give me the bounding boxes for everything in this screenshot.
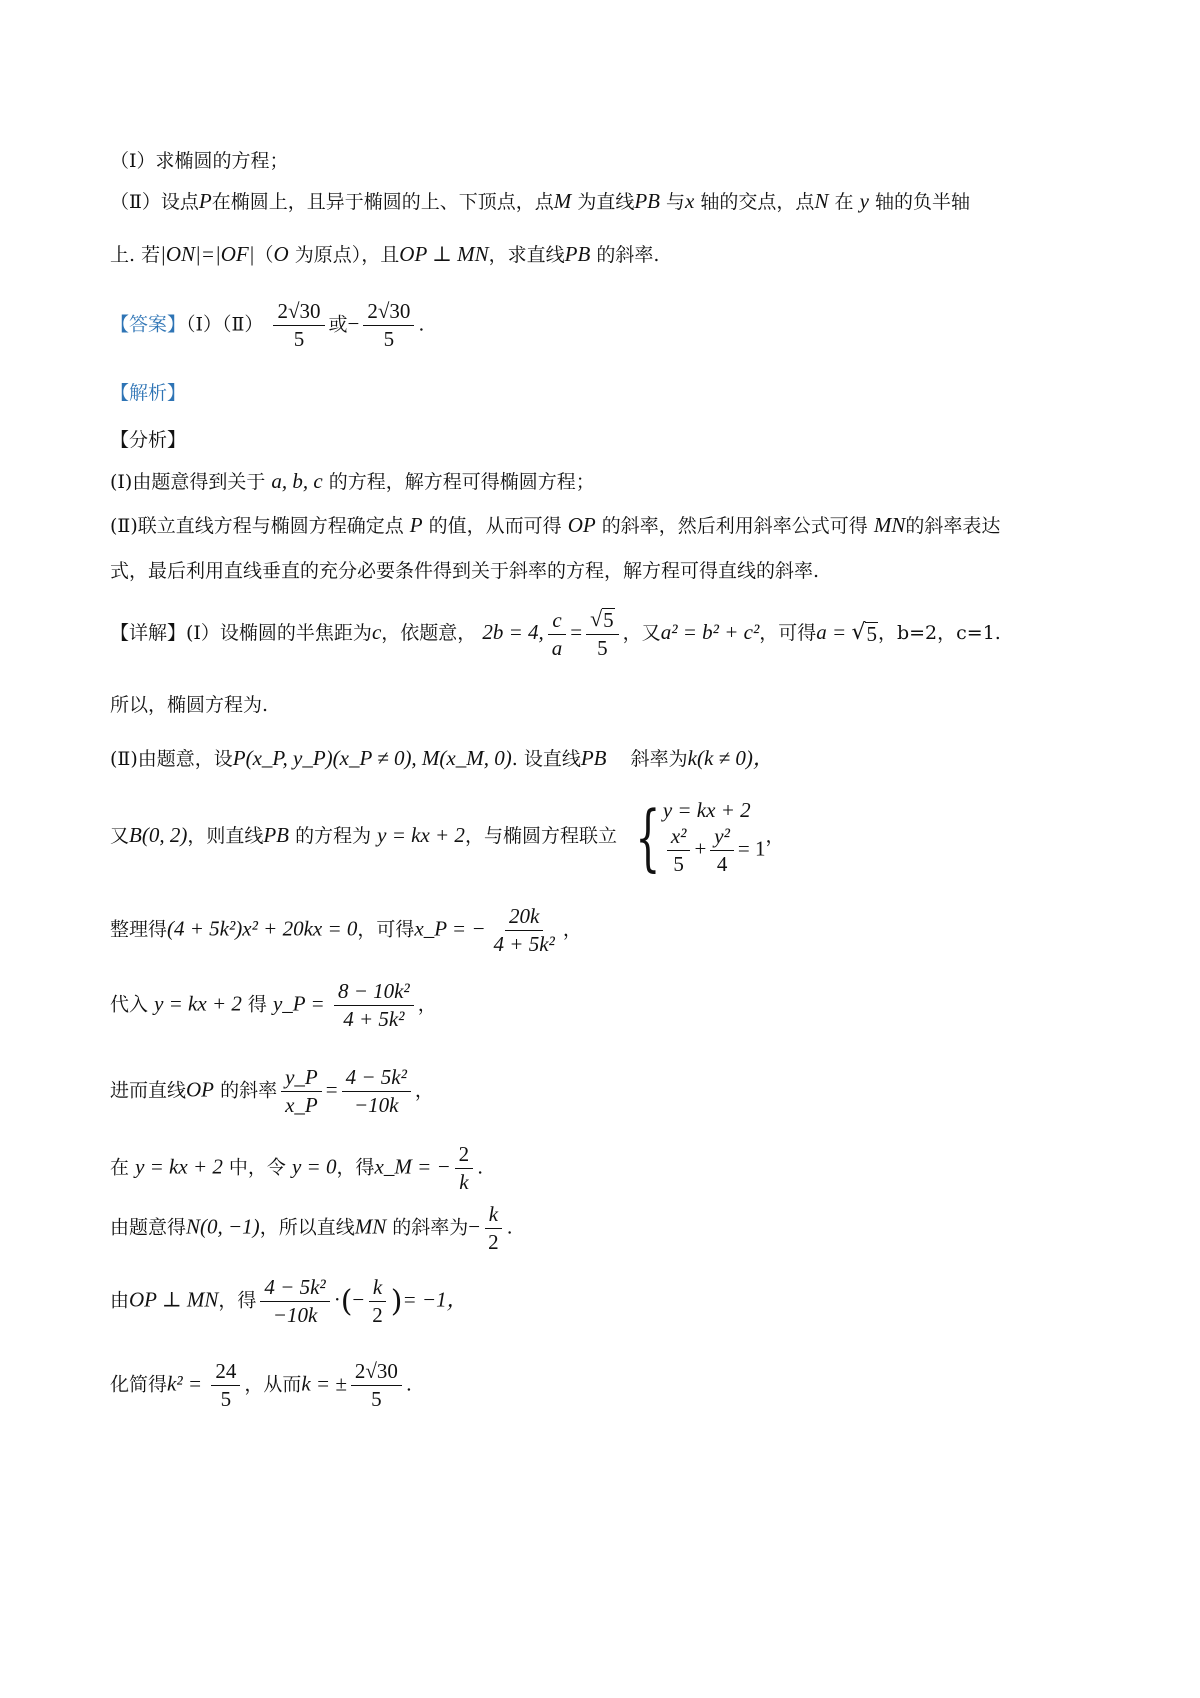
answer-fraction-positive: $\frac{2√30}{5}$ xyxy=(273,300,324,351)
question-part-1: （Ⅰ）求椭圆的方程； xyxy=(110,150,289,172)
analysis-line-2: (Ⅱ)联立直线方程与椭圆方程确定点 P 的值，从而可得 OP 的斜率，然后利用斜率公式可得 MN的斜率表达 xyxy=(110,513,1001,537)
detail-line-10: 由OP ⊥ MN，得 $\frac{\text{4 − 5k²}}{-10k}$ ·(− $\frac{k}{2}$ )= −1， xyxy=(110,1275,468,1328)
jiexi-label: 【解析】 xyxy=(110,382,187,404)
detail-line-4: 又B(0, 2)，则直线PB 的方程为 y = kx + 2，与椭圆方程联立 { y = kx + 2 $\frac{\text{x²}}{5}$ + $\frac{\text{y²}}{4}$ = 1 ， xyxy=(110,795,785,880)
answer-label: 【答案】 xyxy=(110,313,187,336)
answer-fraction-negative: $\frac{2√30}{5}$ xyxy=(363,300,414,351)
analysis-line-3: 式，最后利用直线垂直的充分必要条件得到关于斜率的方程，解方程可得直线的斜率. xyxy=(110,560,820,582)
analysis-line-1: (Ⅰ)由题意得到关于 a, b, c 的方程，解方程可得椭圆方程； xyxy=(110,469,595,493)
answer-line: 【答案】（Ⅰ）（Ⅱ） $\frac{2√30}{5}$ 或− $\frac{2√30}{5}$ . xyxy=(110,299,425,352)
question-part-2-line-1: （Ⅱ）设点P在椭圆上，且异于椭圆的上、下顶点，点M 为直线PB 与x 轴的交点，点N 在 y 轴的负半轴 xyxy=(110,189,970,213)
equation-system: { y = kx + 2 $\frac{\text{x²}}{5}$ + $\frac{\text{y²}}{4}$ = 1 xyxy=(635,795,766,880)
detail-line-9: 由题意得N(0, −1)，所以直线MN 的斜率为− $\frac{k}{2}$ . xyxy=(110,1202,513,1255)
detail-line-6: 代入 y = kx + 2 得 y_P = $\frac{\text{8 − 10k²}}{\text{4 + 5k²}}$ ， xyxy=(110,979,437,1032)
detail-line-3: (Ⅱ)由题意，设P(x_P, y_P)(x_P ≠ 0), M(x_M, 0). 设直线PB 斜率为k(k ≠ 0)， xyxy=(110,746,774,770)
detail-line-2: 所以，椭圆方程为. xyxy=(110,694,269,716)
detail-line-7: 进而直线OP 的斜率 $\frac{y\_P}{x\_P}$ = $\frac{\text{4 − 5k²}}{-10k}$ ， xyxy=(110,1065,434,1118)
detail-label: 【详解】 xyxy=(110,622,187,645)
detail-line-5: 整理得(4 + 5k²)x² + 20kx = 0，可得x_P = − $\frac{20k}{\text{4 + 5k²}}$ ， xyxy=(110,904,582,957)
detail-line-8: 在 y = kx + 2 中，令 y = 0，得x_M = − $\frac{2}{k}$ . xyxy=(110,1142,484,1195)
fenxi-label: 【分析】 xyxy=(110,429,187,451)
detail-line-11: 化简得k² = $\frac{24}{5}$ ，从而k = ± $\frac{2√30}{5}$ . xyxy=(110,1359,412,1412)
detail-line-1: 【详解】(Ⅰ）设椭圆的半焦距为c，依题意， 2b = 4, $\frac{c}{a}$ = √ 5 5 ，又a² = b² + c²，可得a = √ 5 ，b=2，c=1. xyxy=(110,606,1001,661)
question-part-2-line-2: 上. 若|ON|=|OF|（O 为原点），且OP ⊥ MN，求直线PB 的斜率. xyxy=(110,242,660,266)
